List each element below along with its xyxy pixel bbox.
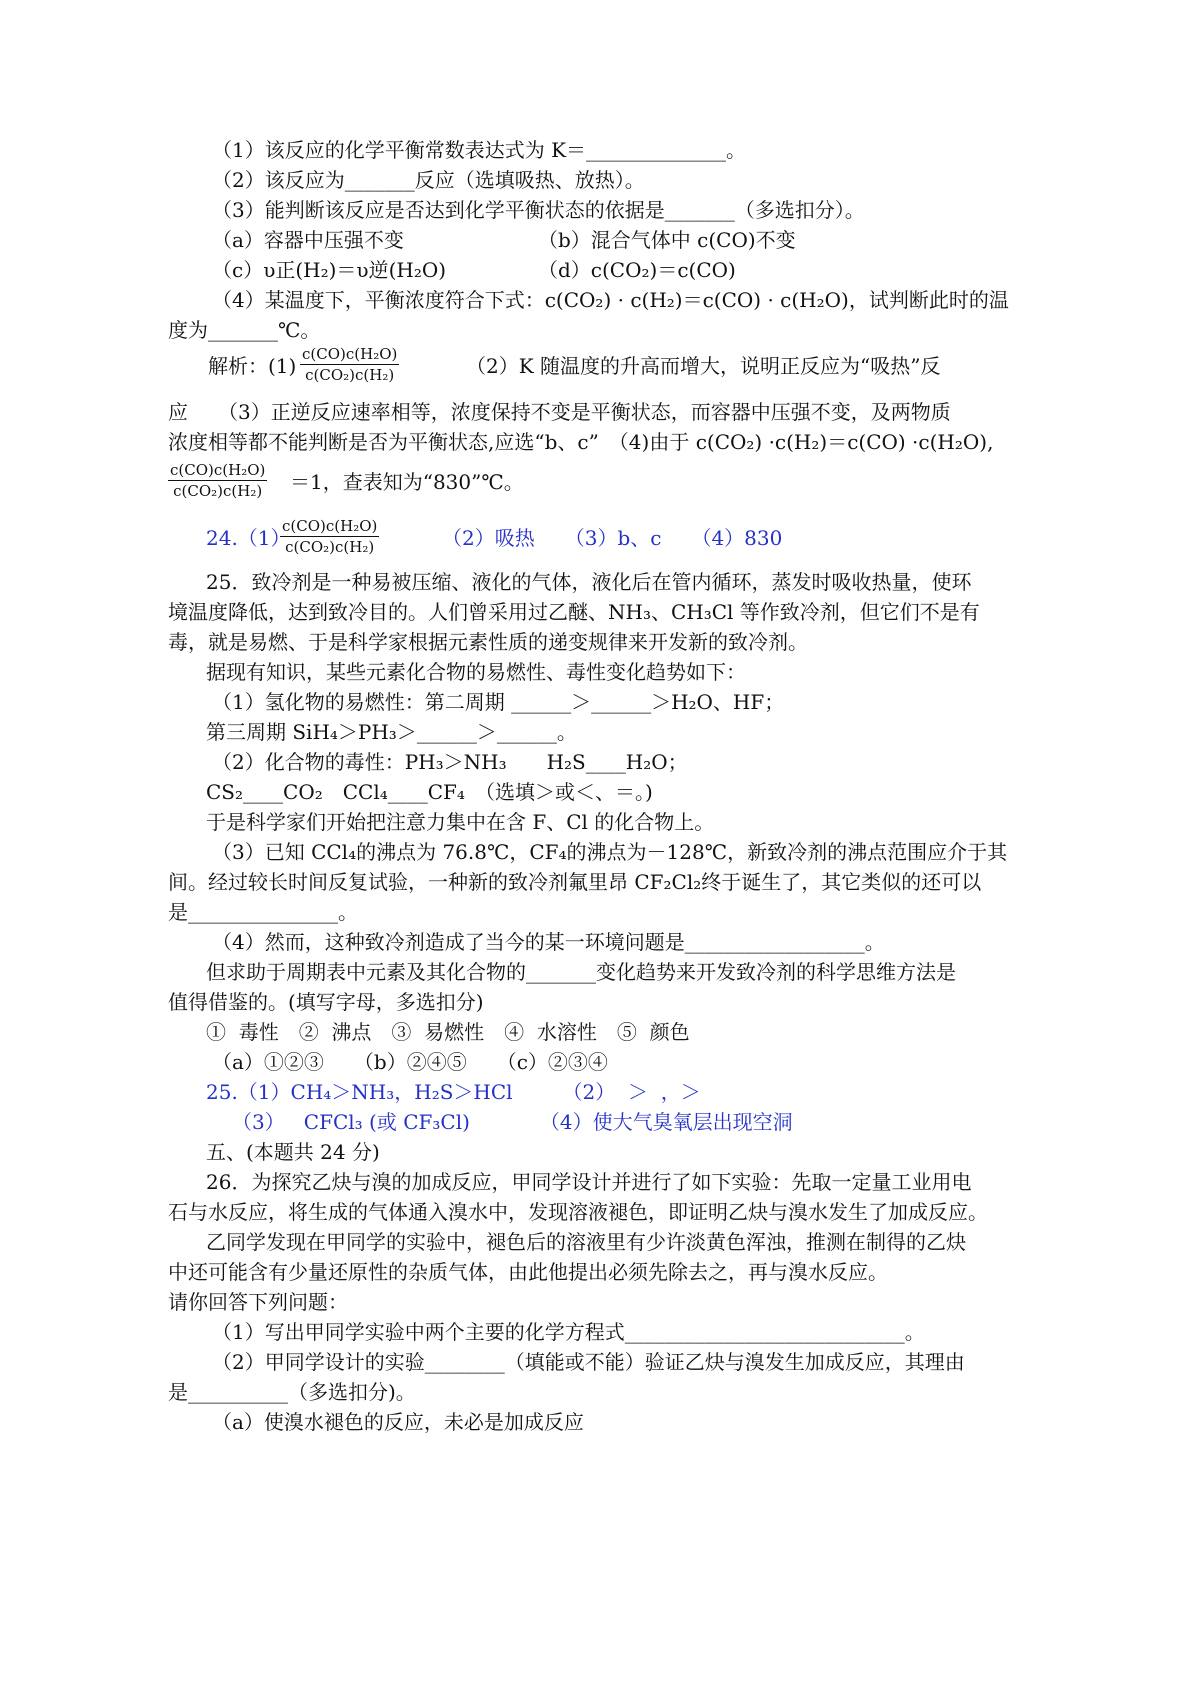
- q25-part2: （2）化合物的毒性：PH₃＞NH₃ H₂S____H₂O；: [212, 750, 688, 774]
- q25-part4-cont: 但求助于周期表中元素及其化合物的_______变化趋势来开发致冷剂的科学思维方法是: [206, 960, 956, 984]
- q25-part3-blank: 是_______________。: [168, 900, 358, 924]
- q24-part4-cont: 度为_______℃。: [168, 318, 321, 342]
- q25-choices: ① 毒性 ② 沸点 ③ 易燃性 ④ 水溶性 ⑤ 颜色: [206, 1020, 690, 1044]
- q26-line1: 26．为探究乙炔与溴的加成反应，甲同学设计并进行了如下实验：先取一定量工业用电: [206, 1170, 972, 1194]
- q25-line1: 25．致冷剂是一种易被压缩、液化的气体，液化后在管内循环，蒸发时吸收热量，使环: [206, 570, 972, 594]
- q26-option-a: （a）使溴水褪色的反应，未必是加成反应: [212, 1410, 584, 1434]
- q25-line3: 毒，就是易燃、于是科学家根据元素性质的递变规律来开发新的致冷剂。: [168, 630, 808, 654]
- q25-part3: （3）已知 CCl₄的沸点为 76.8℃，CF₄的沸点为－128℃，新致冷剂的沸点范围应介于其: [212, 840, 1008, 864]
- q26-part2-cont: 是__________（多选扣分)。: [168, 1380, 416, 1404]
- q26-line3: 乙同学发现在甲同学的实验中，褪色后的溶液里有少许淡黄色浑浊，推测在制得的乙炔: [206, 1230, 966, 1254]
- q25-part2-cont: CS₂____CO₂ CCl₄____CF₄ （选填＞或＜、＝。): [206, 780, 653, 804]
- q25-line2: 境温度降低，达到致冷目的。人们曾采用过乙醚、NH₃、CH₃Cl 等作致冷剂，但它们不是有: [168, 600, 980, 624]
- q24-part3: （3）能判断该反应是否达到化学平衡状态的依据是_______（多选扣分）。: [212, 198, 865, 222]
- q26-line4: 中还可能含有少量还原性的杂质气体，由此他提出必须先除去之，再与溴水反应。: [168, 1260, 888, 1284]
- answer25-line1: 25.（1）CH₄＞NH₃，H₂S＞HCl （2） ＞ ，＞: [206, 1080, 701, 1104]
- q24-option-c: （c）υ正(H₂)＝υ逆(H₂O): [212, 258, 447, 282]
- q26-line2: 石与水反应，将生成的气体通入溴水中，发现溶液褪色，即证明乙炔与溴水发生了加成反应。: [168, 1200, 988, 1224]
- fraction-numerator: c(CO)c(H₂O): [282, 517, 378, 535]
- fraction-denominator: c(CO₂)c(H₂): [285, 538, 375, 556]
- q24-part1: （1）该反应的化学平衡常数表达式为 K＝______________。: [212, 138, 747, 162]
- section-heading: 五、(本题共 24 分): [206, 1140, 380, 1164]
- q26-line5: 请你回答下列问题：: [168, 1290, 348, 1314]
- q25-part1: （1）氢化物的易燃性：第二周期 ______＞______＞H₂O、HF；: [212, 690, 785, 714]
- q26-part2: （2）甲同学设计的实验________（填能或不能）验证乙炔与溴发生加成反应，其理由: [212, 1350, 965, 1374]
- fraction-numerator: c(CO)c(H₂O): [302, 345, 398, 363]
- q24-part4: （4）某温度下，平衡浓度符合下式：c(CO₂) · c(H₂)＝c(CO) · c(H₂O)，试判断此时的温: [212, 288, 1009, 312]
- fraction-numerator: c(CO)c(H₂O): [170, 461, 266, 479]
- q25-part4: （4）然而，这种致冷剂造成了当今的某一环境问题是__________________。: [212, 930, 885, 954]
- q24-option-b: （b）混合气体中 c(CO)不变: [538, 228, 796, 252]
- q25-part4-note: 值得借鉴的。(填写字母，多选扣分): [168, 990, 484, 1014]
- analysis-part2: （2）K 随温度的升高而增大，说明正反应为“吸热”反: [466, 354, 941, 378]
- q26-part1: （1）写出甲同学实验中两个主要的化学方程式____________________________。: [212, 1320, 925, 1344]
- q25-line4: 据现有知识，某些元素化合物的易燃性、毒性变化趋势如下：: [206, 660, 746, 684]
- q25-part1-period3: 第三周期 SiH₄＞PH₃＞______＞______。: [206, 720, 577, 744]
- q25-line9: 于是科学家们开始把注意力集中在含 F、Cl 的化合物上。: [206, 810, 715, 834]
- analysis-line2: 应 （3）正逆反应速率相等，浓度保持不变是平衡状态，而容器中压强不变，及两物质: [168, 400, 951, 424]
- analysis-line4: ＝1，查表知为“830”℃。: [290, 470, 524, 494]
- q25-part3-cont: 间。经过较长时间反复试验，一种新的致冷剂氟里昂 CF₂Cl₂终于诞生了，其它类似的还可以: [168, 870, 982, 894]
- answer24-rest: （2）吸热 （3）b、c （4）830: [442, 526, 783, 550]
- analysis-line3: 浓度相等都不能判断是否为平衡状态,应选“b、c” （4)由于 c(CO₂) ·c(H₂)＝c(CO) ·c(H₂O),: [168, 430, 994, 454]
- q24-part2: （2）该反应为_______反应（选填吸热、放热）。: [212, 168, 645, 192]
- analysis-prefix: 解析：(1): [208, 354, 297, 378]
- answer24-prefix: 24.（1）: [206, 526, 291, 550]
- q24-option-a: （a）容器中压强不变: [212, 228, 404, 252]
- q24-option-d: （d）c(CO₂)＝c(CO): [538, 258, 736, 282]
- fraction-denominator: c(CO₂)c(H₂): [305, 366, 395, 384]
- answer25-line2: （3） CFCl₃ (或 CF₃Cl) （4）使大气臭氧层出现空洞: [232, 1110, 793, 1134]
- fraction-denominator: c(CO₂)c(H₂): [173, 482, 263, 500]
- q25-options: （a）①②③ （b）②④⑤ （c）②③④: [212, 1050, 608, 1074]
